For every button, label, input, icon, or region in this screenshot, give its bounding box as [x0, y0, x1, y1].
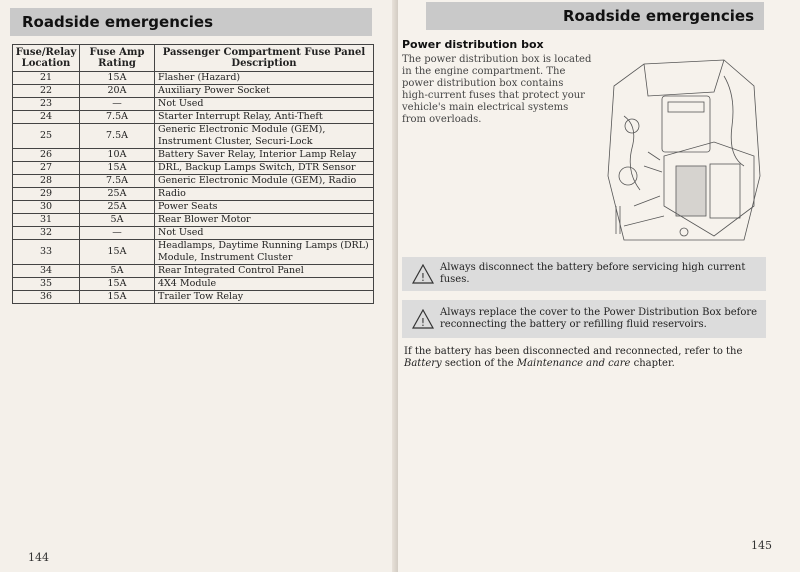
- fuse-description-cell: Starter Interrupt Relay, Anti-Theft: [155, 111, 374, 124]
- fuse-location-cell: 29: [13, 188, 80, 201]
- fuse-description-cell: Rear Integrated Control Panel: [155, 265, 374, 278]
- svg-text:!: !: [420, 271, 426, 284]
- fuse-rating-cell: 15A: [80, 240, 155, 265]
- table-row: [13, 278, 374, 291]
- table-row: [13, 85, 374, 98]
- fuse-description-cell: Generic Electronic Module (GEM), Radio: [155, 175, 374, 188]
- left-header: Roadside emergencies: [10, 8, 372, 36]
- table-row: [13, 162, 374, 175]
- fuse-description-cell: Rear Blower Motor: [155, 214, 374, 227]
- fuse-rating-cell: 15A: [80, 291, 155, 304]
- fuse-location-cell: 24: [13, 111, 80, 124]
- warning-text-1: Always disconnect the battery before servicing high current fuses.: [440, 262, 746, 285]
- fuse-location-cell: 28: [13, 175, 80, 188]
- warning-triangle-icon: [412, 309, 434, 329]
- fuse-location-cell: 32: [13, 227, 80, 240]
- fuse-location-cell: 25: [13, 124, 80, 149]
- section-title: Power distribution box: [402, 38, 544, 51]
- fuse-rating-cell: 15A: [80, 72, 155, 85]
- fuse-location-cell: 21: [13, 72, 80, 85]
- page-number-left: 144: [28, 551, 49, 564]
- engine-compartment-diagram: [604, 56, 764, 242]
- fuse-location-cell: 31: [13, 214, 80, 227]
- note-chapter-link: Maintenance and care: [516, 358, 631, 369]
- fuse-description-cell: DRL, Backup Lamps Switch, DTR Sensor: [155, 162, 374, 175]
- fuse-location-cell: 22: [13, 85, 80, 98]
- fuse-rating-cell: 7.5A: [80, 175, 155, 188]
- col-header-location: Fuse/Relay Location: [13, 45, 80, 72]
- page-number-right: 145: [751, 539, 772, 552]
- left-page: [0, 0, 398, 572]
- fuse-rating-cell: 10A: [80, 149, 155, 162]
- table-row: [13, 72, 374, 85]
- warning-triangle-icon: [412, 264, 434, 284]
- fuse-description-cell: Trailer Tow Relay: [155, 291, 374, 304]
- table-row: [13, 214, 374, 227]
- fuse-location-cell: 35: [13, 278, 80, 291]
- fuse-table-body: [13, 72, 374, 304]
- fuse-rating-cell: —: [80, 98, 155, 111]
- body-text: The power distribution box is located in the engine compartment. The power distribution box contains high-current fuses that protect your vehicle's main electrical systems from overloads.: [402, 54, 592, 125]
- fuse-description-cell: Generic Electronic Module (GEM), Instrument Cluster, Securi-Lock: [155, 124, 374, 149]
- note-text-b: section of the: [441, 358, 517, 369]
- right-page: [398, 0, 800, 572]
- fuse-description-cell: Battery Saver Relay, Interior Lamp Relay: [155, 149, 374, 162]
- fuse-description-cell: Power Seats: [155, 201, 374, 214]
- fuse-description-cell: Not Used: [155, 98, 374, 111]
- table-row: [13, 265, 374, 278]
- warning-text-2: Always replace the cover to the Power Distribution Box before reconnecting the battery or refilling fluid reservoirs.: [440, 307, 758, 330]
- fuse-rating-cell: 25A: [80, 188, 155, 201]
- svg-text:!: !: [420, 316, 426, 329]
- table-row: [13, 201, 374, 214]
- note-text-c: chapter.: [630, 358, 675, 369]
- fuse-rating-cell: 7.5A: [80, 111, 155, 124]
- fuse-location-cell: 36: [13, 291, 80, 304]
- fuse-location-cell: 26: [13, 149, 80, 162]
- table-row: [13, 175, 374, 188]
- table-row: [13, 98, 374, 111]
- fuse-rating-cell: 20A: [80, 85, 155, 98]
- fuse-rating-cell: 15A: [80, 278, 155, 291]
- fuse-location-cell: 30: [13, 201, 80, 214]
- table-row: [13, 124, 374, 149]
- fuse-location-cell: 27: [13, 162, 80, 175]
- fuse-description-cell: Flasher (Hazard): [155, 72, 374, 85]
- fuse-location-cell: 34: [13, 265, 80, 278]
- warning-box-1: [402, 257, 766, 291]
- fuse-rating-cell: 7.5A: [80, 124, 155, 149]
- battery-note: [404, 346, 760, 370]
- table-row: [13, 291, 374, 304]
- col-header-description: Passenger Compartment Fuse Panel Description: [155, 45, 374, 72]
- right-header: Roadside emergencies: [426, 2, 764, 30]
- fuse-description-cell: Headlamps, Daytime Running Lamps (DRL) Module, Instrument Cluster: [155, 240, 374, 265]
- fuse-location-cell: 33: [13, 240, 80, 265]
- table-row: [13, 149, 374, 162]
- fuse-location-cell: 23: [13, 98, 80, 111]
- table-row: [13, 227, 374, 240]
- fuse-rating-cell: 5A: [80, 214, 155, 227]
- table-row: [13, 111, 374, 124]
- table-row: [13, 188, 374, 201]
- table-row: [13, 240, 374, 265]
- fuse-rating-cell: —: [80, 227, 155, 240]
- fuse-description-cell: 4X4 Module: [155, 278, 374, 291]
- fuse-table: [12, 44, 374, 304]
- warning-box-2: [402, 300, 766, 338]
- fuse-rating-cell: 5A: [80, 265, 155, 278]
- fuse-description-cell: Radio: [155, 188, 374, 201]
- fuse-rating-cell: 15A: [80, 162, 155, 175]
- fuse-rating-cell: 25A: [80, 201, 155, 214]
- fuse-description-cell: Auxiliary Power Socket: [155, 85, 374, 98]
- col-header-rating: Fuse Amp Rating: [80, 45, 155, 72]
- note-text-a: If the battery has been disconnected and reconnected, refer to the: [404, 346, 743, 357]
- note-battery-link: Battery: [404, 358, 442, 369]
- fuse-description-cell: Not Used: [155, 227, 374, 240]
